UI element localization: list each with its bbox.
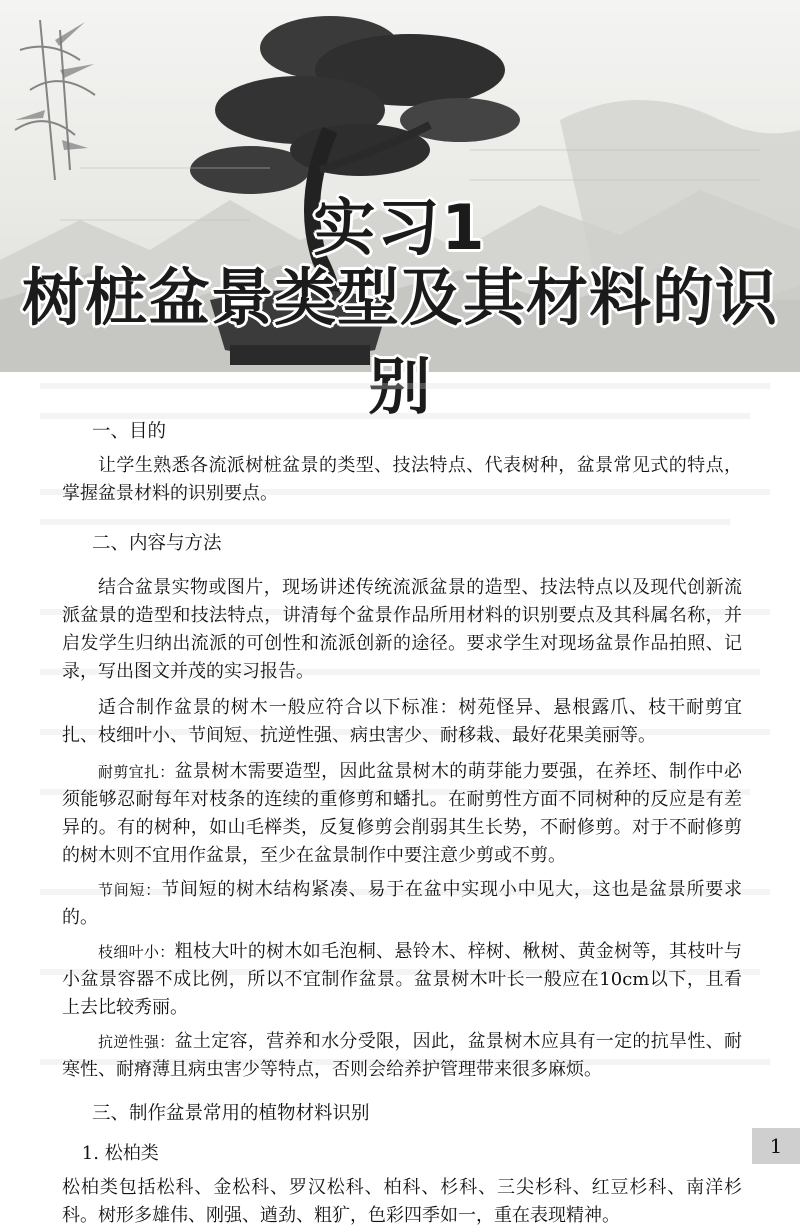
term-small-leaf: 枝细叶小： bbox=[98, 943, 175, 961]
paragraph-resistance bbox=[62, 1028, 742, 1084]
text-resistance: 盆土定容，营养和水分受限，因此，盆景树木应具有一定的抗旱性、耐寒性、耐瘠薄且病虫害少等特点，否则会给养护管理带来很多麻烦。 bbox=[62, 1031, 742, 1080]
paragraph-small-leaf bbox=[62, 938, 742, 1022]
text-small-leaf: 粗枝大叶的树木如毛泡桐、悬铃木、梓树、楸树、黄金树等，其枝叶与小盆景容器不成比例，所以不宜制作盆景。盆景树木叶长一般应在10cm以下，且看上去比较秀丽。 bbox=[62, 941, 742, 1018]
subheading-pines: 1. 松柏类 bbox=[81, 1143, 159, 1164]
paragraph-content-1: 结合盆景实物或图片，现场讲述传统流派盆景的造型、技法特点以及现代创新流派盆景的造型和技法特点，讲清每个盆景作品所用材料的识别要点及其科属名称，并启发学生归纳出流派的可创性和流派创新的途径。要求学生对现场盆景作品拍照、记录，写出图文并茂的实习报告。 bbox=[62, 577, 742, 682]
paragraph-pines: 松柏类包括松科、金松科、罗汉松科、柏科、杉科、三尖杉科、红豆杉科、南洋杉科。树形多雄伟、刚强、遒劲、粗犷，色彩四季如一，重在表现精神。 bbox=[62, 1177, 742, 1226]
text-pruning: 盆景树木需要造型，因此盆景树木的萌芽能力要强，在养坯、制作中必须能够忍耐每年对枝条的连续的重修剪和蟠扎。在耐剪性方面不同树种的反应是有差异的。有的树种，如山毛榉类，反复修剪会削弱其生长势，不耐修剪。对于不耐修剪的树木则不宜用作盆景，至少在盆景制作中要注意少剪或不剪。 bbox=[62, 761, 742, 866]
paragraph-purpose: 让学生熟悉各流派树桩盆景的类型、技法特点、代表树种，盆景常见式的特点，掌握盆景材料的识别要点。 bbox=[62, 455, 742, 504]
bamboo-icon bbox=[15, 20, 95, 180]
page-number: 1 bbox=[752, 1128, 800, 1164]
term-internode: 节间短： bbox=[98, 881, 162, 899]
header-banner bbox=[0, 0, 800, 423]
text-internode: 节间短的树木结构紧凑、易于在盆中实现小中见大，这也是盆景所要求的。 bbox=[62, 879, 742, 928]
term-resistance: 抗逆性强： bbox=[98, 1033, 175, 1051]
section-heading-purpose: 一、目的 bbox=[92, 421, 167, 442]
chapter-title: 树桩盆景类型及其材料的识别 bbox=[21, 261, 778, 423]
chapter-number: 实习1 bbox=[313, 191, 487, 264]
paragraph-content-2: 适合制作盆景的树木一般应符合以下标准：树苑怪异、悬根露爪、枝干耐剪宜扎、枝细叶小、节间短、抗逆性强、病虫害少、耐移栽、最好花果美丽等。 bbox=[62, 697, 742, 746]
page-body bbox=[62, 418, 742, 1230]
section-heading-content: 二、内容与方法 bbox=[92, 533, 222, 554]
paragraph-internode bbox=[62, 876, 742, 932]
paragraph-pruning bbox=[62, 758, 742, 870]
section-heading-materials: 三、制作盆景常用的植物材料识别 bbox=[92, 1103, 370, 1124]
term-pruning: 耐剪宜扎： bbox=[98, 763, 175, 781]
